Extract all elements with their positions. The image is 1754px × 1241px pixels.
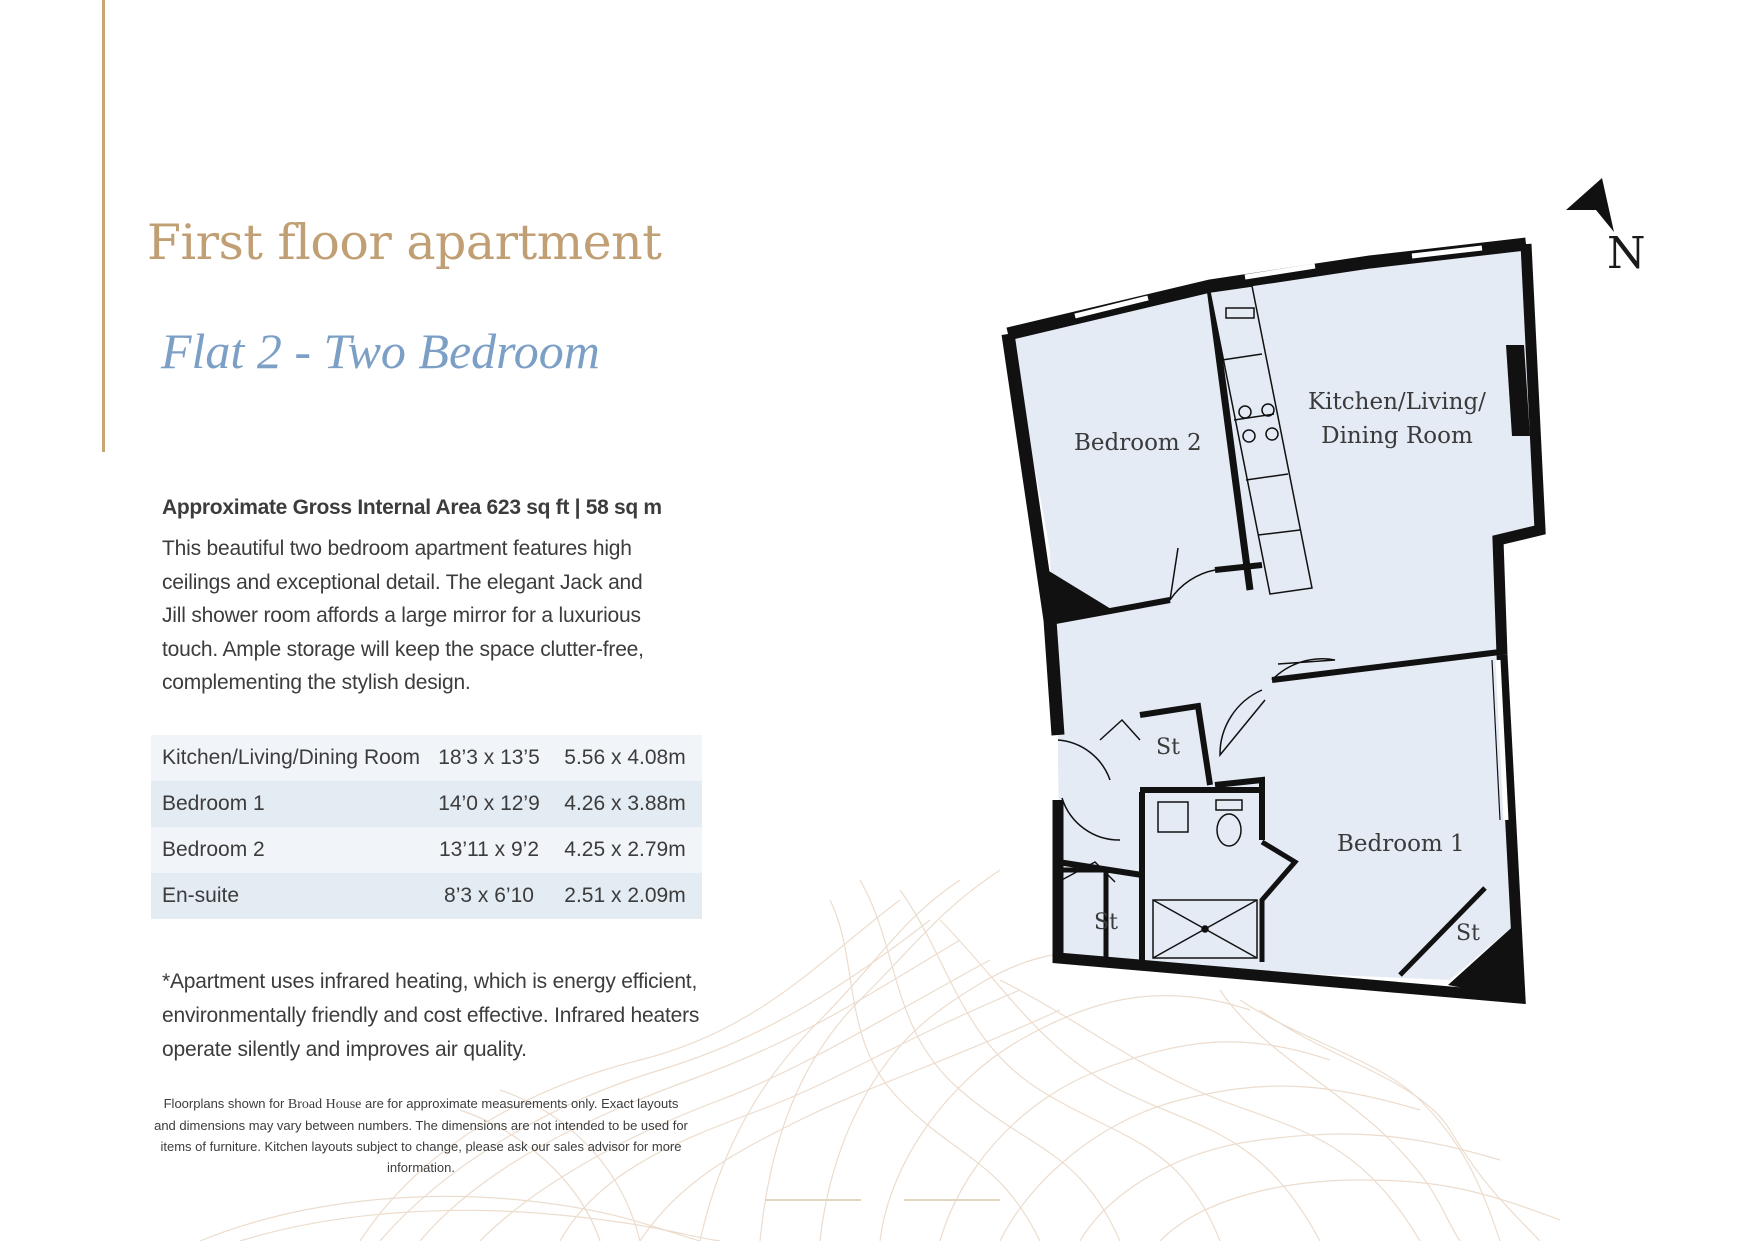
- room-metric: 4.26 x 3.88m: [548, 781, 702, 827]
- page-title: First floor apartment: [147, 214, 662, 271]
- room-name: En-suite: [151, 873, 430, 919]
- disclaimer-text-before: Floorplans shown for: [163, 1096, 285, 1111]
- room-imperial: 14’0 x 12’9: [430, 781, 548, 827]
- room-metric: 4.25 x 2.79m: [548, 827, 702, 873]
- label-kitchen-line2: Dining Room: [1321, 423, 1473, 449]
- room-imperial: 18’3 x 13’5: [430, 735, 548, 781]
- label-store-2: St: [1094, 910, 1118, 935]
- footer-divider-left: [765, 1199, 861, 1201]
- room-metric: 5.56 x 4.08m: [548, 735, 702, 781]
- north-label: N: [1607, 228, 1646, 279]
- brand-name: Broad House: [287, 1097, 362, 1112]
- room-metric: 2.51 x 2.09m: [548, 873, 702, 919]
- description: This beautiful two bedroom apartment features high ceilings and exceptional detail. The elegant Jack and Jill shower room affords a large mirror for a luxurious touch. Ample storage will keep the space clutter-free, complementing the stylish design.: [162, 537, 644, 694]
- label-bedroom-1: Bedroom 1: [1337, 831, 1465, 857]
- footer-divider-right: [904, 1199, 1000, 1201]
- room-name: Kitchen/Living/Dining Room: [151, 735, 430, 781]
- room-imperial: 13’11 x 9’2: [430, 827, 548, 873]
- room-name: Bedroom 2: [151, 827, 430, 873]
- label-store-3: St: [1456, 921, 1480, 946]
- label-store-1: St: [1156, 735, 1180, 760]
- room-imperial: 8’3 x 6’10: [430, 873, 548, 919]
- page-subtitle: Flat 2 - Two Bedroom: [161, 323, 600, 379]
- label-kitchen-line1: Kitchen/Living/: [1308, 389, 1486, 415]
- area-heading: Approximate Gross Internal Area 623 sq ft | 58 sq m: [162, 496, 662, 519]
- disclaimer-text-after: are for approximate measurements only. Exact layouts and dimensions may vary between numbers. The dimensions are not intended to be used for items of furniture. Kitchen layouts subject to change, please ask our sales advisor for more information.: [154, 1096, 688, 1175]
- heating-note: *Apartment uses infrared heating, which is energy efficient, environmentally friendly and cost effective. Infrared heaters operate silently and improves air quality.: [162, 970, 700, 1061]
- room-name: Bedroom 1: [151, 781, 430, 827]
- label-bedroom-2: Bedroom 2: [1074, 430, 1202, 456]
